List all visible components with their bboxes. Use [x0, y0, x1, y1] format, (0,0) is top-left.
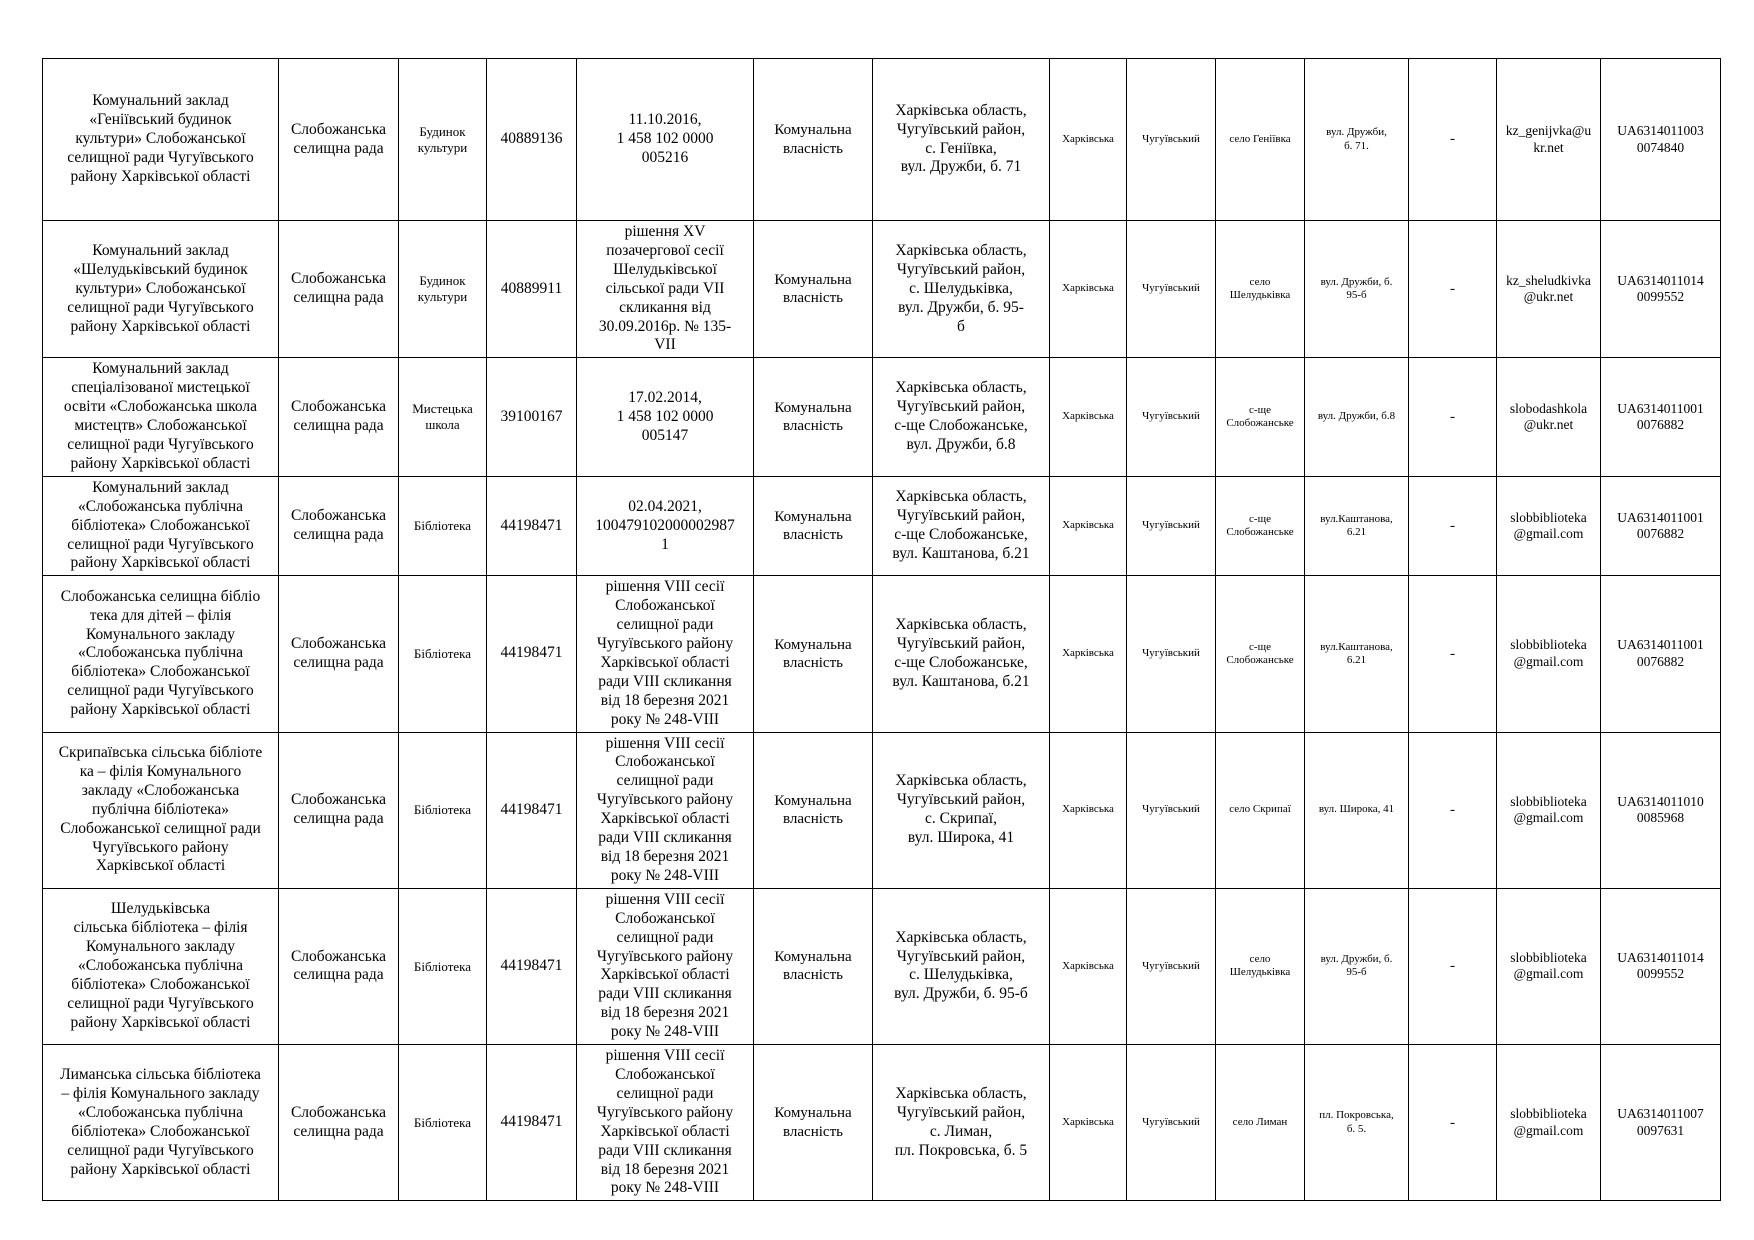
region-cell: Харківська	[1050, 358, 1127, 476]
ownership-cell: Комунальна власність	[754, 59, 873, 221]
address-cell: Харківська область, Чугуївський район, с. Шелудьківка, вул. Дружби, б. 95-б	[873, 888, 1050, 1044]
ownership-cell: Комунальна власність	[754, 476, 873, 576]
street-cell: вул.Каштанова, 6.21	[1305, 476, 1409, 576]
table-row	[43, 59, 1721, 221]
katottg-code-cell: UA6314011001 0076882	[1601, 358, 1721, 476]
institution-name-cell: Комунальний заклад «Генiївський будинок культури» Слобожанської селищної ради Чугуївського району Харківської області	[43, 59, 279, 221]
katottg-code-cell: UA6314011003 0074840	[1601, 59, 1721, 221]
phone-cell: -	[1409, 221, 1497, 358]
registration-cell: 11.10.2016, 1 458 102 0000 005216	[577, 59, 754, 221]
phone-cell: -	[1409, 358, 1497, 476]
institution-type-cell: Будинок культури	[399, 59, 487, 221]
email-cell: slobodashkola @ukr.net	[1497, 358, 1601, 476]
institution-type-cell: Бібліотека	[399, 732, 487, 888]
settlement-cell: с-ще Слобожанське	[1216, 358, 1305, 476]
katottg-code-cell: UA6314011001 0076882	[1601, 476, 1721, 576]
registration-cell: рішення VIII сесії Слобожанської селищної ради Чугуївського району Харківської області ради VIII скликання від 18 березня 2021 року № 248-VIII	[577, 732, 754, 888]
council-cell: Слобожанська селищна рада	[279, 888, 399, 1044]
institutions-table	[42, 58, 1721, 1201]
street-cell: вул. Дружби, б. 95-б	[1305, 888, 1409, 1044]
council-cell: Слобожанська селищна рада	[279, 732, 399, 888]
council-cell: Слобожанська селищна рада	[279, 1045, 399, 1201]
district-cell: Чугуївський	[1127, 888, 1216, 1044]
settlement-cell: с-ще Слобожанське	[1216, 476, 1305, 576]
edrpou-code-cell: 44198471	[487, 888, 577, 1044]
region-cell: Харківська	[1050, 221, 1127, 358]
table-row	[43, 221, 1721, 358]
registration-cell: рішення VIII сесії Слобожанської селищної ради Чугуївського району Харківської області ради VIII скликання від 18 березня 2021 року № 248-VIII	[577, 1045, 754, 1201]
table-body	[43, 59, 1721, 1201]
address-cell: Харківська область, Чугуївський район, с-ще Слобожанське, вул. Каштанова, б.21	[873, 576, 1050, 732]
registration-cell: рішення VIII сесії Слобожанської селищної ради Чугуївського району Харківської області ради VIII скликання від 18 березня 2021 року № 248-VIII	[577, 888, 754, 1044]
email-cell: slobbiblioteka @gmail.com	[1497, 1045, 1601, 1201]
email-cell: slobbiblioteka @gmail.com	[1497, 732, 1601, 888]
institution-name-cell: Шелудьківська сільська бібліотека – філія Комунального закладу «Слобожанська публічна бібліотека» Слобожанської селищної ради Чугуївського району Харківської області	[43, 888, 279, 1044]
address-cell: Харківська область, Чугуївський район, с-ще Слобожанське, вул. Дружби, б.8	[873, 358, 1050, 476]
edrpou-code-cell: 40889136	[487, 59, 577, 221]
institution-type-cell: Бібліотека	[399, 1045, 487, 1201]
phone-cell: -	[1409, 476, 1497, 576]
email-cell: kz_genijvka@u kr.net	[1497, 59, 1601, 221]
registration-cell: рішення XV позачергової сесії Шелудьківської сільської ради VII скликання від 30.09.2016р. № 135- VII	[577, 221, 754, 358]
registration-cell: 17.02.2014, 1 458 102 0000 005147	[577, 358, 754, 476]
table-row	[43, 732, 1721, 888]
email-cell: kz_sheludkivka @ukr.net	[1497, 221, 1601, 358]
council-cell: Слобожанська селищна рада	[279, 221, 399, 358]
ownership-cell: Комунальна власність	[754, 888, 873, 1044]
council-cell: Слобожанська селищна рада	[279, 576, 399, 732]
district-cell: Чугуївський	[1127, 1045, 1216, 1201]
ownership-cell: Комунальна власність	[754, 576, 873, 732]
address-cell: Харківська область, Чугуївський район, с. Шелудьківка, вул. Дружби, б. 95- б	[873, 221, 1050, 358]
ownership-cell: Комунальна власність	[754, 1045, 873, 1201]
street-cell: вул. Дружби, б. 71.	[1305, 59, 1409, 221]
phone-cell: -	[1409, 888, 1497, 1044]
region-cell: Харківська	[1050, 888, 1127, 1044]
street-cell: пл. Покровська, б. 5.	[1305, 1045, 1409, 1201]
institution-name-cell: Комунальний заклад спеціалізованої мистецької освіти «Слобожанська школа мистецтв» Слобожанської селищної ради Чугуївського району Харківської області	[43, 358, 279, 476]
email-cell: slobbiblioteka @gmail.com	[1497, 888, 1601, 1044]
institution-type-cell: Бібліотека	[399, 576, 487, 732]
district-cell: Чугуївський	[1127, 358, 1216, 476]
registration-cell: рішення VIII сесії Слобожанської селищної ради Чугуївського району Харківської області ради VIII скликання від 18 березня 2021 року № 248-VIII	[577, 576, 754, 732]
institution-type-cell: Бібліотека	[399, 476, 487, 576]
katottg-code-cell: UA6314011014 0099552	[1601, 221, 1721, 358]
institution-type-cell: Мистецька школа	[399, 358, 487, 476]
edrpou-code-cell: 40889911	[487, 221, 577, 358]
district-cell: Чугуївський	[1127, 576, 1216, 732]
phone-cell: -	[1409, 732, 1497, 888]
settlement-cell: село Лиман	[1216, 1045, 1305, 1201]
address-cell: Харківська область, Чугуївський район, с. Скрипаї, вул. Широка, 41	[873, 732, 1050, 888]
region-cell: Харківська	[1050, 576, 1127, 732]
institution-name-cell: Слобожанська селищна бібліо тека для дітей – філія Комунального закладу «Слобожанська публічна бібліотека» Слобожанської селищної ради Чугуївського району Харківської області	[43, 576, 279, 732]
settlement-cell: село Шелудьківка	[1216, 888, 1305, 1044]
address-cell: Харківська область, Чугуївський район, с. Лиман, пл. Покровська, б. 5	[873, 1045, 1050, 1201]
settlement-cell: село Геніївка	[1216, 59, 1305, 221]
institution-name-cell: Комунальний заклад «Шелудьківський будинок культури» Слобожанської селищної ради Чугуївського району Харківської області	[43, 221, 279, 358]
region-cell: Харківська	[1050, 1045, 1127, 1201]
katottg-code-cell: UA6314011010 0085968	[1601, 732, 1721, 888]
email-cell: slobbiblioteka @gmail.com	[1497, 576, 1601, 732]
institution-name-cell: Лиманська сільська бібліотека – філія Комунального закладу «Слобожанська публічна бібліотека» Слобожанської селищної ради Чугуївського району Харківської області	[43, 1045, 279, 1201]
institution-name-cell: Скрипаївська сільська бібліоте ка – філія Комунального закладу «Слобожанська публічна бібліотека» Слобожанської селищної ради Чугуївського району Харківської області	[43, 732, 279, 888]
region-cell: Харківська	[1050, 476, 1127, 576]
district-cell: Чугуївський	[1127, 476, 1216, 576]
region-cell: Харківська	[1050, 732, 1127, 888]
council-cell: Слобожанська селищна рада	[279, 476, 399, 576]
table-row	[43, 576, 1721, 732]
edrpou-code-cell: 44198471	[487, 1045, 577, 1201]
institution-name-cell: Комунальний заклад «Слобожанська публічна бібліотека» Слобожанської селищної ради Чугуївського району Харківської області	[43, 476, 279, 576]
edrpou-code-cell: 44198471	[487, 732, 577, 888]
institution-type-cell: Бібліотека	[399, 888, 487, 1044]
katottg-code-cell: UA6314011001 0076882	[1601, 576, 1721, 732]
edrpou-code-cell: 39100167	[487, 358, 577, 476]
settlement-cell: село Шелудьківка	[1216, 221, 1305, 358]
edrpou-code-cell: 44198471	[487, 476, 577, 576]
council-cell: Слобожанська селищна рада	[279, 59, 399, 221]
table-row	[43, 888, 1721, 1044]
region-cell: Харківська	[1050, 59, 1127, 221]
institution-type-cell: Будинок культури	[399, 221, 487, 358]
address-cell: Харківська область, Чугуївський район, с-ще Слобожанське, вул. Каштанова, б.21	[873, 476, 1050, 576]
ownership-cell: Комунальна власність	[754, 358, 873, 476]
table-row	[43, 476, 1721, 576]
settlement-cell: село Скрипаї	[1216, 732, 1305, 888]
katottg-code-cell: UA6314011014 0099552	[1601, 888, 1721, 1044]
phone-cell: -	[1409, 1045, 1497, 1201]
street-cell: вул.Каштанова, 6.21	[1305, 576, 1409, 732]
address-cell: Харківська область, Чугуївський район, с. Геніївка, вул. Дружби, б. 71	[873, 59, 1050, 221]
settlement-cell: с-ще Слобожанське	[1216, 576, 1305, 732]
district-cell: Чугуївський	[1127, 221, 1216, 358]
email-cell: slobbiblioteka @gmail.com	[1497, 476, 1601, 576]
registration-cell: 02.04.2021, 100479102000002987 1	[577, 476, 754, 576]
table-row	[43, 1045, 1721, 1201]
edrpou-code-cell: 44198471	[487, 576, 577, 732]
street-cell: вул. Дружби, б.8	[1305, 358, 1409, 476]
street-cell: вул. Широка, 41	[1305, 732, 1409, 888]
district-cell: Чугуївський	[1127, 59, 1216, 221]
street-cell: вул. Дружби, б. 95-б	[1305, 221, 1409, 358]
council-cell: Слобожанська селищна рада	[279, 358, 399, 476]
district-cell: Чугуївський	[1127, 732, 1216, 888]
table-row	[43, 358, 1721, 476]
ownership-cell: Комунальна власність	[754, 732, 873, 888]
phone-cell: -	[1409, 59, 1497, 221]
ownership-cell: Комунальна власність	[754, 221, 873, 358]
phone-cell: -	[1409, 576, 1497, 732]
katottg-code-cell: UA6314011007 0097631	[1601, 1045, 1721, 1201]
